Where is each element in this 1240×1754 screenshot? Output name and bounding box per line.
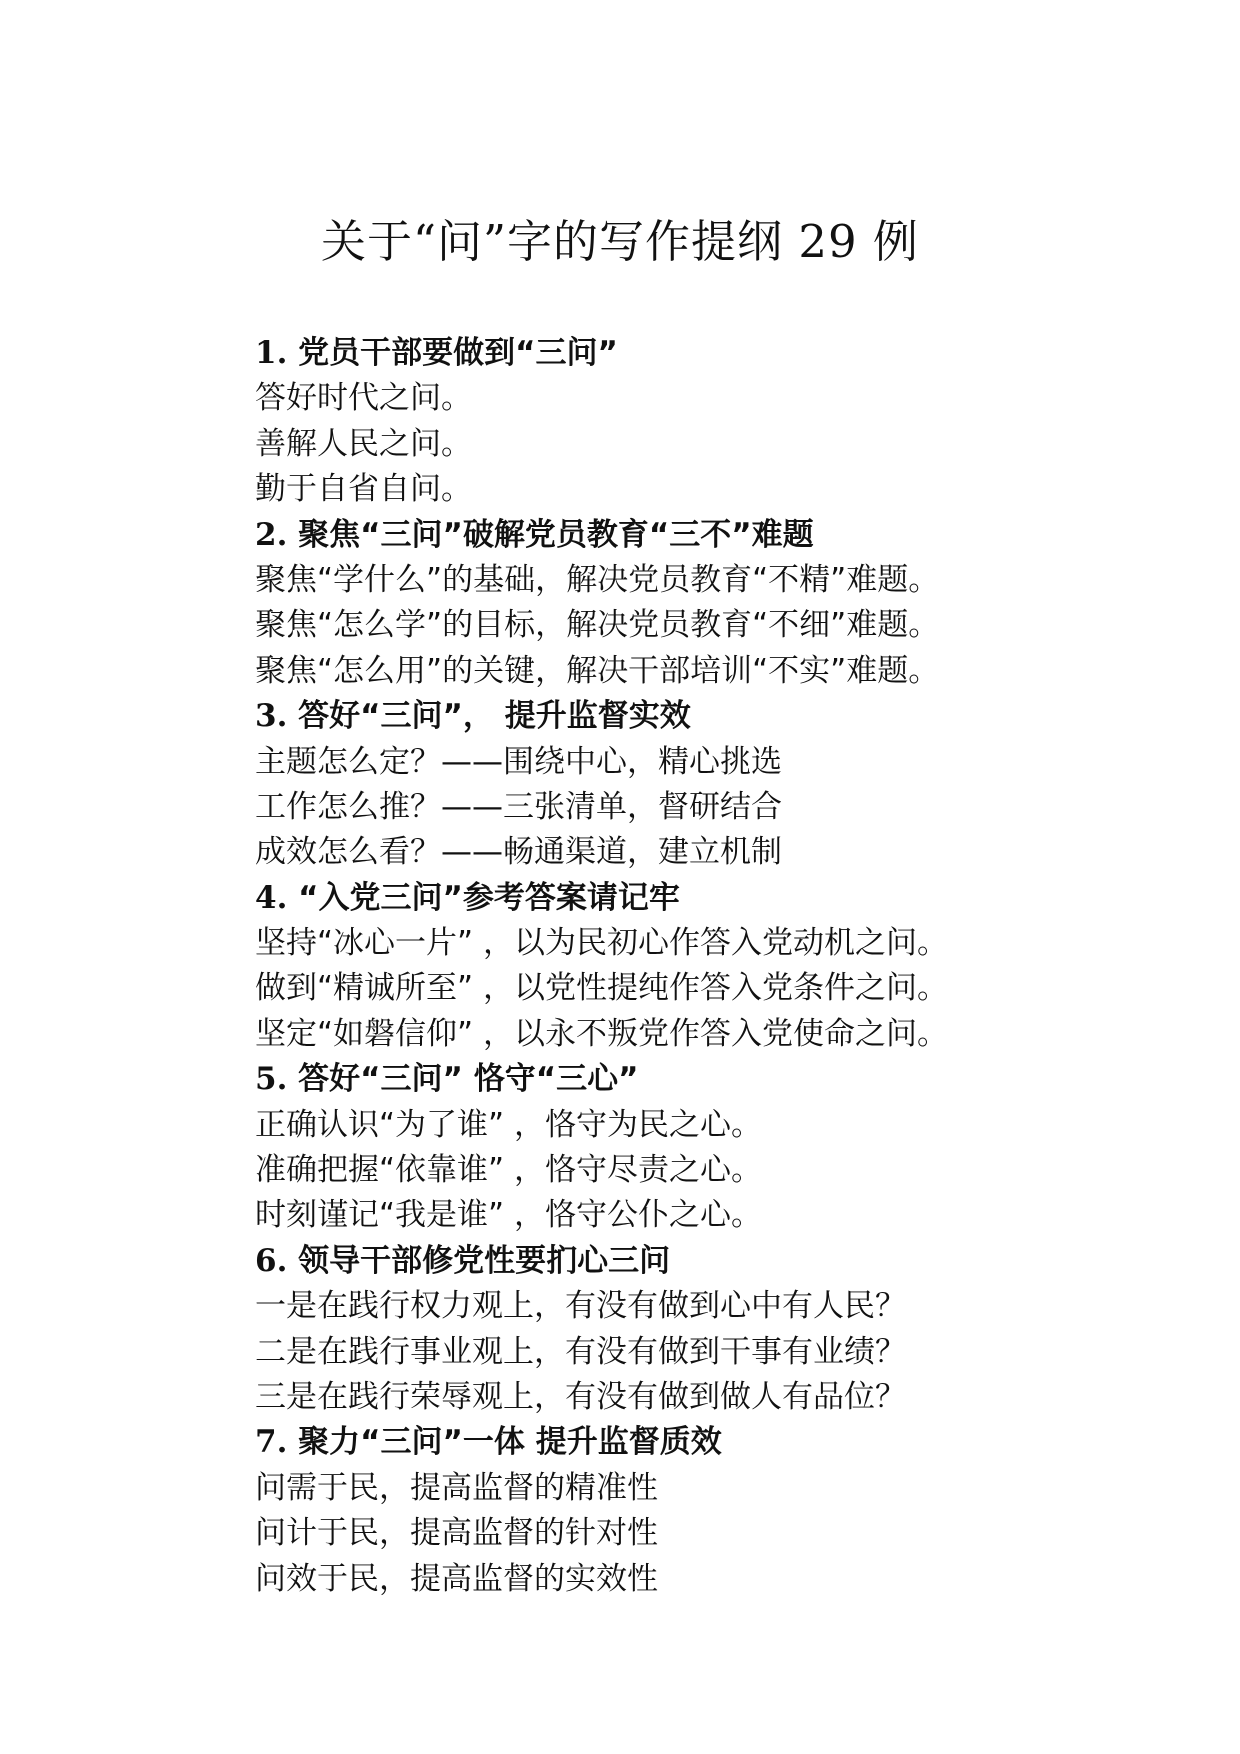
section-line: 三是在践行荣辱观上，有没有做到做人有品位？ [255, 1378, 906, 1415]
document-body [255, 331, 1155, 1602]
section-number: 3. [255, 698, 288, 735]
section-heading-text: 党员干部要做到“三问” [287, 335, 618, 371]
section-2 [255, 513, 1155, 695]
section-line: 坚定“如磐信仰” ，以永不叛党作答入党使命之问。 [255, 1015, 948, 1052]
section-line: 聚焦“怎么用”的关键，解决干部培训“不实”难题。 [255, 652, 940, 689]
section-line: 工作怎么推？——三张清单，督研结合 [255, 788, 782, 825]
section-line: 坚持“冰心一片” ，以为民初心作答入党动机之问。 [255, 925, 948, 962]
section-6 [255, 1239, 1155, 1421]
section-line: 善解人民之问。 [255, 425, 472, 462]
section-line: 做到“精诚所至” ，以党性提纯作答入党条件之问。 [255, 970, 948, 1007]
section-line: 准确把握“依靠谁” ，恪守尽责之心。 [255, 1152, 762, 1189]
section-heading-text: 答好“三问”， 提升监督实效 [287, 698, 691, 735]
section-heading-text: 答好“三问” 恪守“三心” [287, 1061, 639, 1098]
section-line: 成效怎么看？——畅通渠道，建立机制 [255, 834, 782, 871]
document-title: 关于“问”字的写作提纲 29 例 [321, 215, 919, 268]
section-heading-text: 聚力“三问”一体 提升监督质效 [287, 1424, 722, 1461]
section-heading [255, 513, 1155, 558]
section-heading-text: “入党三问”参考答案请记牢 [287, 879, 680, 916]
section-line: 聚焦“怎么学”的目标，解决党员教育“不细”难题。 [255, 607, 940, 644]
section-line: 时刻谨记“我是谁” ，恪守公仆之心。 [255, 1197, 762, 1234]
section-line: 问计于民，提高监督的针对性 [255, 1515, 658, 1552]
section-number: 5. [255, 1061, 288, 1098]
section-4 [255, 876, 1155, 1058]
section-heading [255, 876, 1155, 921]
section-line: 问效于民，提高监督的实效性 [255, 1560, 658, 1597]
section-heading-text: 聚焦“三问”破解党员教育“三不”难题 [287, 516, 814, 553]
section-number: 2. [255, 516, 288, 553]
section-heading [255, 1420, 1155, 1465]
section-7 [255, 1420, 1155, 1602]
section-number: 6. [255, 1242, 288, 1279]
section-5 [255, 1057, 1155, 1239]
section-3 [255, 694, 1155, 876]
section-heading [255, 331, 1155, 376]
section-number: 1. [255, 335, 288, 371]
section-line: 一是在践行权力观上，有没有做到心中有人民？ [255, 1288, 906, 1325]
section-line: 主题怎么定？——围绕中心，精心挑选 [255, 743, 782, 780]
section-line: 正确认识“为了谁” ，恪守为民之心。 [255, 1106, 762, 1143]
section-heading [255, 1057, 1155, 1102]
section-line: 答好时代之问。 [255, 380, 472, 417]
section-heading [255, 694, 1155, 739]
section-heading [255, 1239, 1155, 1284]
section-heading-text: 领导干部修党性要扪心三问 [287, 1242, 671, 1279]
section-number: 4. [255, 879, 288, 916]
section-line: 聚焦“学什么”的基础，解决党员教育“不精”难题。 [255, 561, 940, 598]
section-1 [255, 331, 1155, 513]
section-line: 二是在践行事业观上，有没有做到干事有业绩？ [255, 1333, 906, 1370]
section-line: 勤于自省自问。 [255, 471, 472, 508]
section-number: 7. [255, 1424, 288, 1461]
section-line: 问需于民，提高监督的精准性 [255, 1469, 658, 1506]
